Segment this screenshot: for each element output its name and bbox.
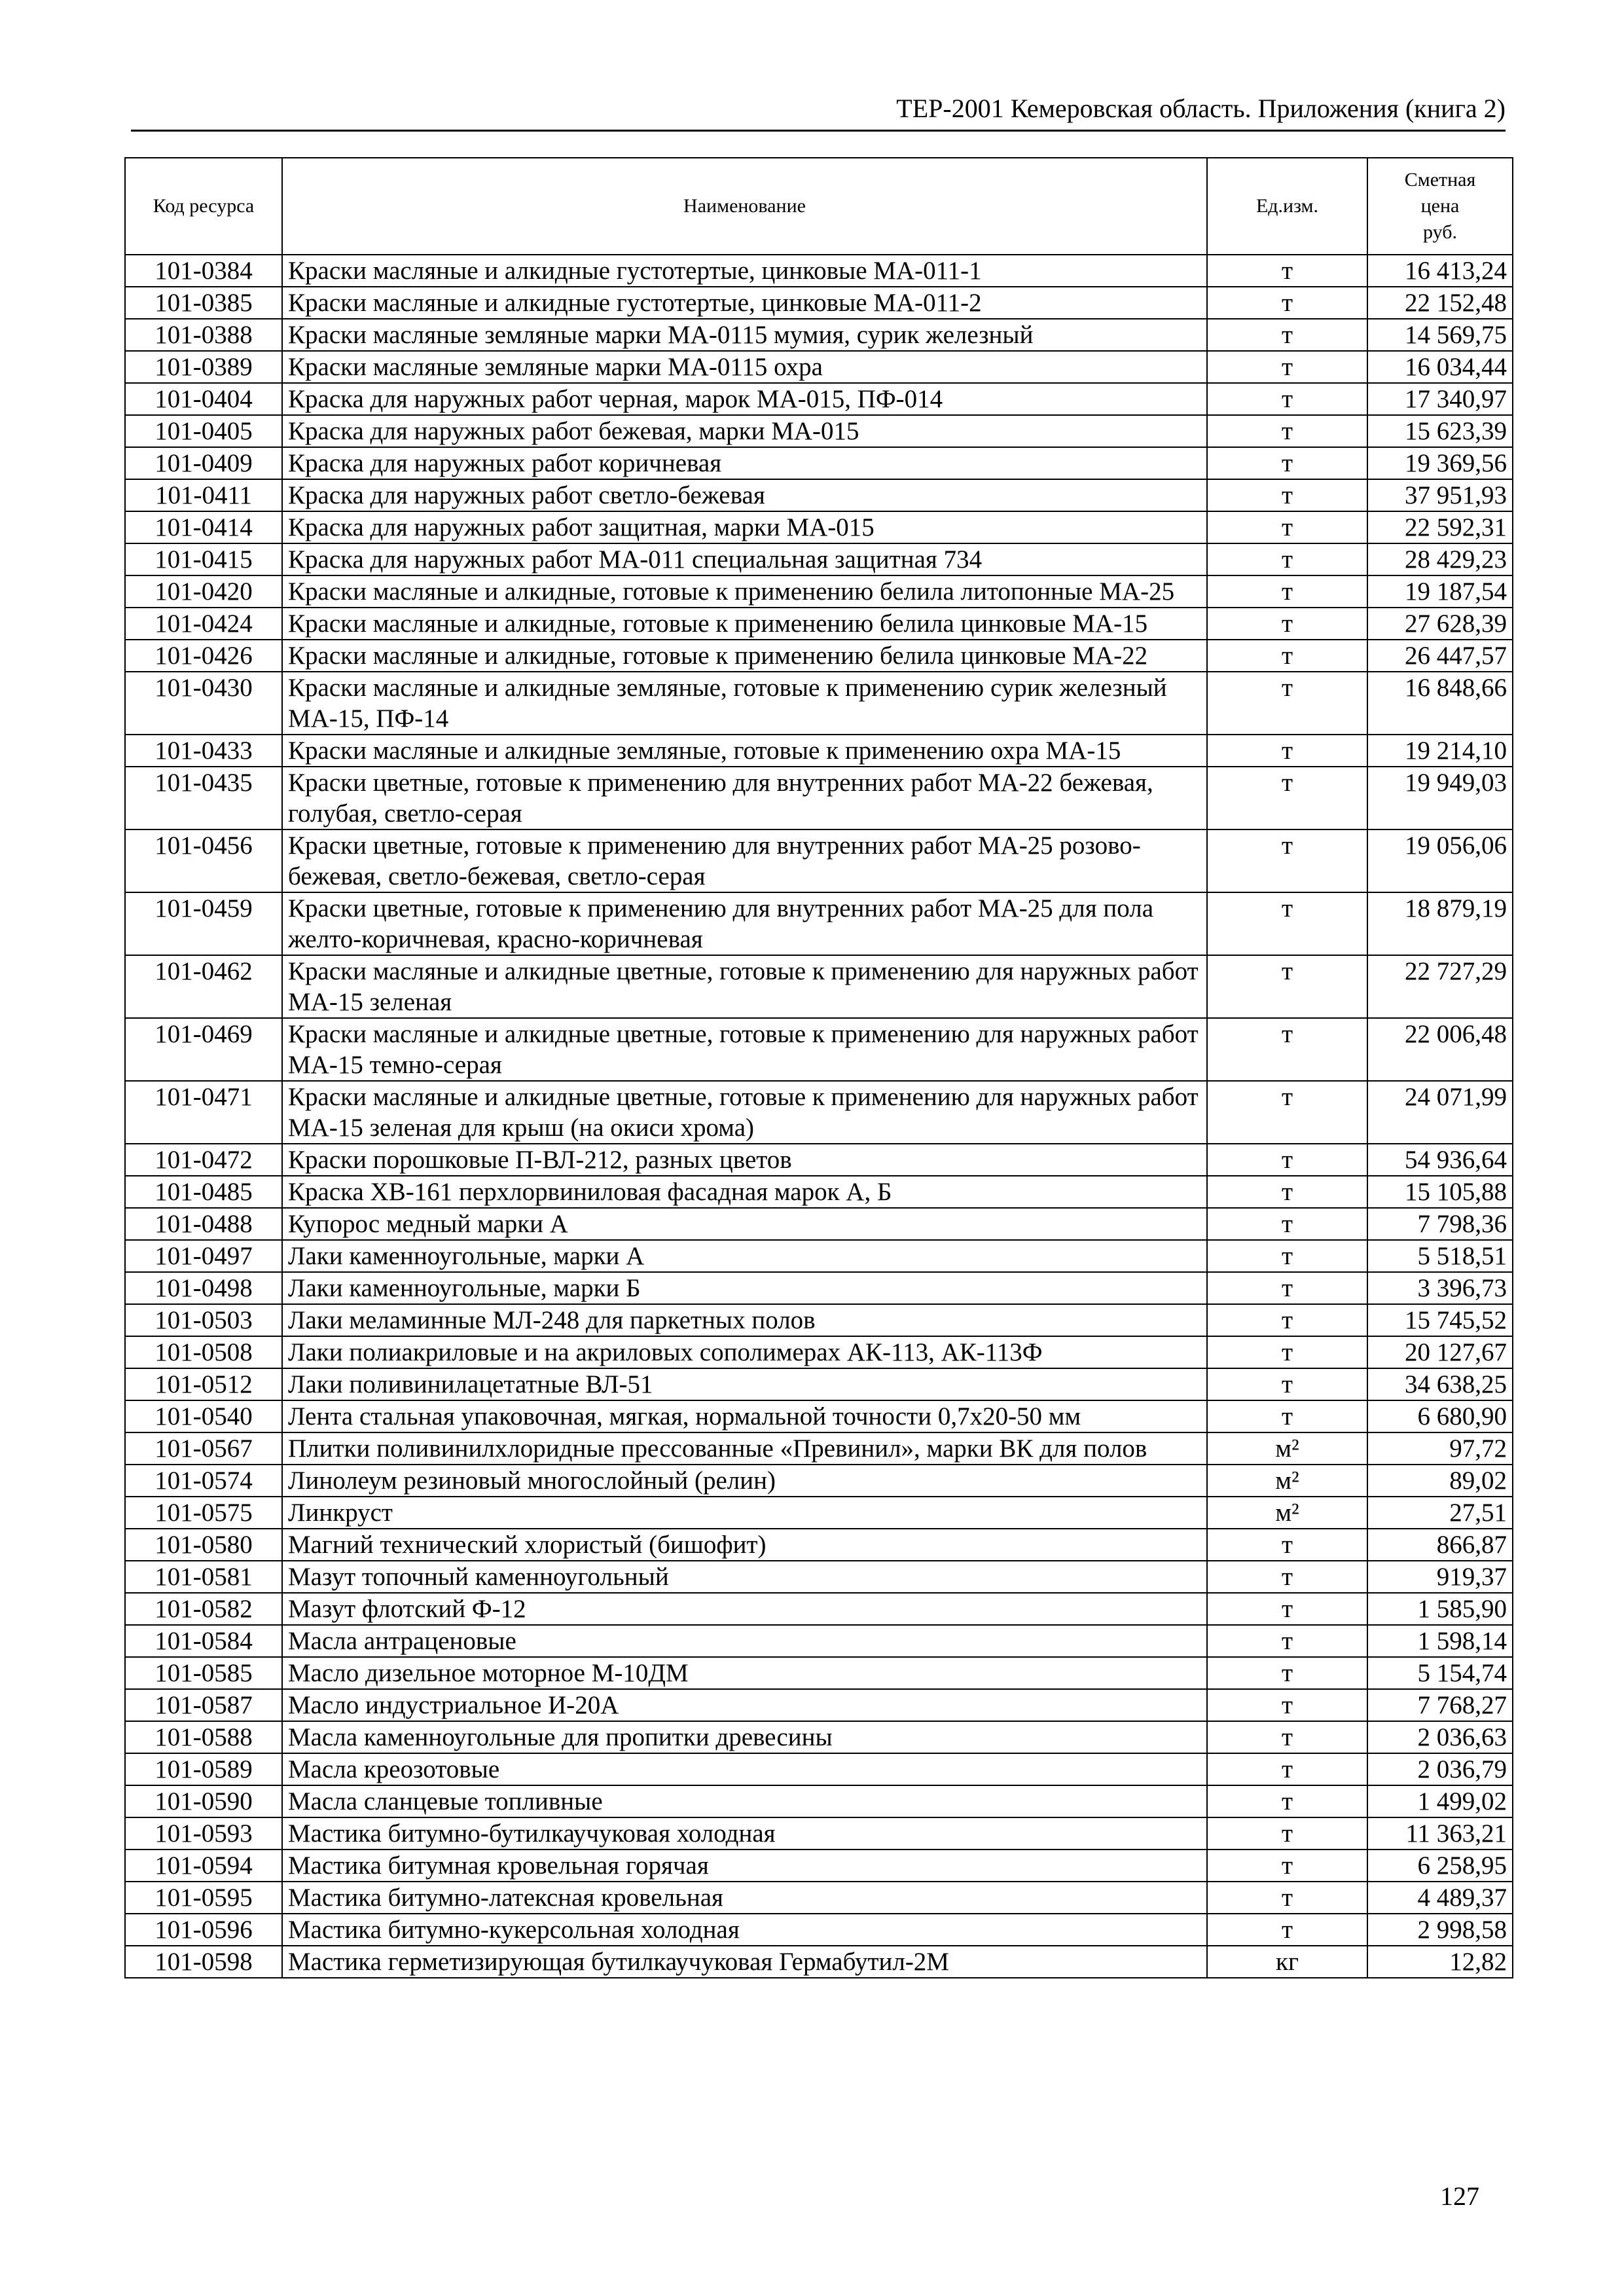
- cell-unit: т: [1207, 955, 1367, 1018]
- cell-price: 12,82: [1367, 1946, 1513, 1978]
- cell-code: 101-0456: [125, 829, 282, 892]
- table-row: [125, 1850, 1513, 1882]
- cell-name: Краски масляные земляные марки МА-0115 мумия, сурик железный: [282, 319, 1207, 351]
- table-row: [125, 1208, 1513, 1240]
- cell-name: Лаки меламинные МЛ-248 для паркетных полов: [282, 1304, 1207, 1336]
- cell-price: 15 105,88: [1367, 1176, 1513, 1208]
- cell-price: 19 369,56: [1367, 447, 1513, 479]
- cell-unit: т: [1207, 1817, 1367, 1850]
- cell-price: 97,72: [1367, 1432, 1513, 1465]
- cell-name: Краски масляные земляные марки МА-0115 охра: [282, 351, 1207, 383]
- cell-price: 11 363,21: [1367, 1817, 1513, 1850]
- cell-price: 2 036,63: [1367, 1721, 1513, 1753]
- cell-unit: т: [1207, 319, 1367, 351]
- cell-price: 7 798,36: [1367, 1208, 1513, 1240]
- cell-code: 101-0596: [125, 1914, 282, 1946]
- cell-unit: т: [1207, 1850, 1367, 1882]
- cell-code: 101-0488: [125, 1208, 282, 1240]
- cell-code: 101-0426: [125, 640, 282, 672]
- cell-name: Мастика битумно-бутилкаучуковая холодная: [282, 1817, 1207, 1850]
- table-row: [125, 672, 1513, 735]
- table-row: [125, 1753, 1513, 1785]
- cell-price: 16 848,66: [1367, 672, 1513, 735]
- table-row: [125, 1593, 1513, 1625]
- table-row: [125, 1336, 1513, 1368]
- cell-name: Краски масляные и алкидные густотертые, цинковые МА-011-1: [282, 255, 1207, 287]
- cell-code: 101-0424: [125, 608, 282, 640]
- cell-unit: т: [1207, 447, 1367, 479]
- cell-price: 6 680,90: [1367, 1400, 1513, 1432]
- cell-price: 5 154,74: [1367, 1657, 1513, 1689]
- cell-code: 101-0595: [125, 1882, 282, 1914]
- cell-unit: т: [1207, 1657, 1367, 1689]
- cell-unit: т: [1207, 1400, 1367, 1432]
- cell-unit: т: [1207, 767, 1367, 829]
- cell-name: Краска для наружных работ черная, марок МА-015, ПФ-014: [282, 383, 1207, 415]
- cell-price: 18 879,19: [1367, 892, 1513, 955]
- table-row: [125, 1497, 1513, 1529]
- cell-unit: т: [1207, 1561, 1367, 1593]
- cell-unit: т: [1207, 287, 1367, 319]
- cell-price: 2 998,58: [1367, 1914, 1513, 1946]
- cell-unit: т: [1207, 575, 1367, 608]
- cell-code: 101-0598: [125, 1946, 282, 1978]
- cell-price: 14 569,75: [1367, 319, 1513, 351]
- table-row: [125, 767, 1513, 829]
- cell-unit: т: [1207, 479, 1367, 511]
- cell-code: 101-0512: [125, 1368, 282, 1400]
- price-header-line: цена: [1420, 195, 1460, 217]
- table-row: [125, 1657, 1513, 1689]
- column-header-code: Код ресурса: [125, 158, 282, 255]
- cell-unit: т: [1207, 1304, 1367, 1336]
- cell-name: Краска для наружных работ светло-бежевая: [282, 479, 1207, 511]
- cell-name: Мазут топочный каменноугольный: [282, 1561, 1207, 1593]
- cell-name: Мастика герметизирующая бутилкаучуковая Гермабутил-2М: [282, 1946, 1207, 1978]
- cell-unit: т: [1207, 1689, 1367, 1721]
- table-row: [125, 1721, 1513, 1753]
- table-row: [125, 1946, 1513, 1978]
- cell-name: Краски масляные и алкидные цветные, готовые к применению для наружных работ МА-15 темно-серая: [282, 1018, 1207, 1081]
- cell-name: Линкруст: [282, 1497, 1207, 1529]
- cell-code: 101-0485: [125, 1176, 282, 1208]
- page-number: 127: [1440, 2181, 1479, 2211]
- cell-name: Краски масляные и алкидные, готовые к применению белила цинковые МА-22: [282, 640, 1207, 672]
- cell-code: 101-0471: [125, 1081, 282, 1144]
- table-row: [125, 1304, 1513, 1336]
- cell-code: 101-0414: [125, 511, 282, 543]
- cell-code: 101-0498: [125, 1272, 282, 1304]
- cell-code: 101-0540: [125, 1400, 282, 1432]
- table-row: [125, 1561, 1513, 1593]
- cell-name: Мастика битумно-кукерсольная холодная: [282, 1914, 1207, 1946]
- table-row: [125, 447, 1513, 479]
- cell-name: Краска для наружных работ МА-011 специальная защитная 734: [282, 543, 1207, 575]
- cell-code: 101-0593: [125, 1817, 282, 1850]
- table-row: [125, 1240, 1513, 1272]
- table-row: [125, 1529, 1513, 1561]
- cell-unit: т: [1207, 351, 1367, 383]
- cell-unit: т: [1207, 672, 1367, 735]
- cell-price: 37 951,93: [1367, 479, 1513, 511]
- cell-code: 101-0574: [125, 1465, 282, 1497]
- cell-name: Краска для наружных работ коричневая: [282, 447, 1207, 479]
- price-header-line: руб.: [1423, 221, 1457, 243]
- cell-code: 101-0472: [125, 1144, 282, 1176]
- cell-unit: т: [1207, 1368, 1367, 1400]
- cell-name: Краска ХВ-161 перхлорвиниловая фасадная марок А, Б: [282, 1176, 1207, 1208]
- cell-code: 101-0590: [125, 1785, 282, 1817]
- table-row: [125, 1400, 1513, 1432]
- table-row: [125, 608, 1513, 640]
- cell-code: 101-0567: [125, 1432, 282, 1465]
- cell-price: 866,87: [1367, 1529, 1513, 1561]
- cell-unit: т: [1207, 1882, 1367, 1914]
- cell-code: 101-0497: [125, 1240, 282, 1272]
- cell-price: 6 258,95: [1367, 1850, 1513, 1882]
- table-row: [125, 1882, 1513, 1914]
- table-row: [125, 415, 1513, 447]
- cell-code: 101-0389: [125, 351, 282, 383]
- cell-price: 20 127,67: [1367, 1336, 1513, 1368]
- cell-code: 101-0459: [125, 892, 282, 955]
- cell-code: 101-0575: [125, 1497, 282, 1529]
- table-row: [125, 1689, 1513, 1721]
- header-title: ТЕР-2001 Кемеровская область. Приложения (книга 2): [896, 94, 1506, 123]
- cell-code: 101-0435: [125, 767, 282, 829]
- cell-price: 19 214,10: [1367, 735, 1513, 767]
- table-row: [125, 255, 1513, 287]
- cell-unit: т: [1207, 1208, 1367, 1240]
- cell-price: 2 036,79: [1367, 1753, 1513, 1785]
- cell-unit: т: [1207, 1529, 1367, 1561]
- cell-code: 101-0503: [125, 1304, 282, 1336]
- table-row: [125, 319, 1513, 351]
- cell-unit: т: [1207, 1721, 1367, 1753]
- cell-price: 919,37: [1367, 1561, 1513, 1593]
- cell-price: 15 745,52: [1367, 1304, 1513, 1336]
- cell-name: Масло индустриальное И-20А: [282, 1689, 1207, 1721]
- cell-code: 101-0404: [125, 383, 282, 415]
- cell-unit: т: [1207, 255, 1367, 287]
- table-header-row: [125, 158, 1513, 255]
- cell-price: 19 056,06: [1367, 829, 1513, 892]
- cell-unit: т: [1207, 543, 1367, 575]
- cell-code: 101-0409: [125, 447, 282, 479]
- table-row: [125, 1144, 1513, 1176]
- cell-price: 19 187,54: [1367, 575, 1513, 608]
- cell-unit: т: [1207, 415, 1367, 447]
- cell-code: 101-0433: [125, 735, 282, 767]
- cell-name: Краски масляные и алкидные цветные, готовые к применению для наружных работ МА-15 зеленая для крыш (на окиси хрома): [282, 1081, 1207, 1144]
- cell-code: 101-0582: [125, 1593, 282, 1625]
- cell-code: 101-0415: [125, 543, 282, 575]
- cell-code: 101-0384: [125, 255, 282, 287]
- cell-price: 28 429,23: [1367, 543, 1513, 575]
- cell-code: 101-0587: [125, 1689, 282, 1721]
- cell-name: Мастика битумно-латексная кровельная: [282, 1882, 1207, 1914]
- price-table: [124, 157, 1513, 1978]
- table-row: [125, 1368, 1513, 1400]
- cell-code: 101-0411: [125, 479, 282, 511]
- cell-name: Масла креозотовые: [282, 1753, 1207, 1785]
- cell-name: Лаки полиакриловые и на акриловых сополимерах АК-113, АК-113Ф: [282, 1336, 1207, 1368]
- cell-name: Масла антраценовые: [282, 1625, 1207, 1657]
- table-row: [125, 892, 1513, 955]
- cell-name: Масло дизельное моторное М-10ДМ: [282, 1657, 1207, 1689]
- cell-price: 15 623,39: [1367, 415, 1513, 447]
- cell-price: 3 396,73: [1367, 1272, 1513, 1304]
- cell-name: Плитки поливинилхлоридные прессованные «Превинил», марки ВК для полов: [282, 1432, 1207, 1465]
- cell-unit: т: [1207, 892, 1367, 955]
- table-row: [125, 640, 1513, 672]
- table-row: [125, 1018, 1513, 1081]
- cell-unit: м²: [1207, 1432, 1367, 1465]
- cell-price: 5 518,51: [1367, 1240, 1513, 1272]
- cell-name: Магний технический хлористый (бишофит): [282, 1529, 1207, 1561]
- cell-price: 1 598,14: [1367, 1625, 1513, 1657]
- column-header-price: [1367, 158, 1513, 255]
- table-row: [125, 1432, 1513, 1465]
- cell-unit: т: [1207, 383, 1367, 415]
- cell-unit: т: [1207, 1914, 1367, 1946]
- table-row: [125, 1465, 1513, 1497]
- cell-code: 101-0508: [125, 1336, 282, 1368]
- cell-price: 4 489,37: [1367, 1882, 1513, 1914]
- table-row: [125, 479, 1513, 511]
- cell-price: 27,51: [1367, 1497, 1513, 1529]
- cell-unit: кг: [1207, 1946, 1367, 1978]
- cell-price: 19 949,03: [1367, 767, 1513, 829]
- cell-price: 34 638,25: [1367, 1368, 1513, 1400]
- table-row: [125, 829, 1513, 892]
- cell-name: Краски цветные, готовые к применению для внутренних работ МА-22 бежевая, голубая, светло-серая: [282, 767, 1207, 829]
- cell-name: Лаки каменноугольные, марки Б: [282, 1272, 1207, 1304]
- cell-code: 101-0420: [125, 575, 282, 608]
- cell-unit: т: [1207, 640, 1367, 672]
- table-row: [125, 1914, 1513, 1946]
- cell-name: Лента стальная упаковочная, мягкая, нормальной точности 0,7х20-50 мм: [282, 1400, 1207, 1432]
- cell-name: Мазут флотский Ф-12: [282, 1593, 1207, 1625]
- cell-code: 101-0589: [125, 1753, 282, 1785]
- cell-name: Лаки поливинилацетатные ВЛ-51: [282, 1368, 1207, 1400]
- cell-name: Краски масляные и алкидные земляные, готовые к применению охра МА-15: [282, 735, 1207, 767]
- cell-name: Масла каменноугольные для пропитки древесины: [282, 1721, 1207, 1753]
- cell-price: 89,02: [1367, 1465, 1513, 1497]
- cell-price: 27 628,39: [1367, 608, 1513, 640]
- table-row: [125, 1625, 1513, 1657]
- cell-unit: т: [1207, 1272, 1367, 1304]
- cell-unit: м²: [1207, 1497, 1367, 1529]
- cell-name: Краски масляные и алкидные цветные, готовые к применению для наружных работ МА-15 зеленая: [282, 955, 1207, 1018]
- cell-code: 101-0580: [125, 1529, 282, 1561]
- cell-name: Мастика битумная кровельная горячая: [282, 1850, 1207, 1882]
- table-row: [125, 735, 1513, 767]
- table-row: [125, 1272, 1513, 1304]
- cell-price: 1 585,90: [1367, 1593, 1513, 1625]
- cell-name: Краски масляные и алкидные, готовые к применению белила литопонные МА-25: [282, 575, 1207, 608]
- table-row: [125, 383, 1513, 415]
- cell-name: Лаки каменноугольные, марки А: [282, 1240, 1207, 1272]
- cell-price: 54 936,64: [1367, 1144, 1513, 1176]
- cell-unit: т: [1207, 1176, 1367, 1208]
- table-row: [125, 1081, 1513, 1144]
- cell-unit: т: [1207, 1753, 1367, 1785]
- table-row: [125, 287, 1513, 319]
- cell-unit: т: [1207, 1593, 1367, 1625]
- cell-name: Купорос медный марки А: [282, 1208, 1207, 1240]
- cell-code: 101-0430: [125, 672, 282, 735]
- cell-price: 17 340,97: [1367, 383, 1513, 415]
- cell-name: Масла сланцевые топливные: [282, 1785, 1207, 1817]
- table-row: [125, 511, 1513, 543]
- cell-code: 101-0588: [125, 1721, 282, 1753]
- cell-name: Краски цветные, готовые к применению для внутренних работ МА-25 для пола желто-коричневая, красно-коричневая: [282, 892, 1207, 955]
- column-header-name: Наименование: [282, 158, 1207, 255]
- cell-name: Краска для наружных работ бежевая, марки МА-015: [282, 415, 1207, 447]
- cell-price: 7 768,27: [1367, 1689, 1513, 1721]
- cell-code: 101-0469: [125, 1018, 282, 1081]
- cell-name: Краски цветные, готовые к применению для внутренних работ МА-25 розово-бежевая, светло-бежевая, светло-серая: [282, 829, 1207, 892]
- cell-name: Краски масляные и алкидные земляные, готовые к применению сурик железный МА-15, ПФ-14: [282, 672, 1207, 735]
- table-row: [125, 1785, 1513, 1817]
- cell-code: 101-0581: [125, 1561, 282, 1593]
- cell-price: 16 034,44: [1367, 351, 1513, 383]
- cell-unit: т: [1207, 1240, 1367, 1272]
- cell-unit: т: [1207, 829, 1367, 892]
- price-header-line: Сметная: [1404, 169, 1476, 191]
- table-row: [125, 1176, 1513, 1208]
- cell-code: 101-0405: [125, 415, 282, 447]
- cell-name: Краски масляные и алкидные, готовые к применению белила цинковые МА-15: [282, 608, 1207, 640]
- cell-unit: т: [1207, 735, 1367, 767]
- cell-name: Краски порошковые П-ВЛ-212, разных цветов: [282, 1144, 1207, 1176]
- cell-code: 101-0585: [125, 1657, 282, 1689]
- cell-unit: т: [1207, 608, 1367, 640]
- cell-price: 22 152,48: [1367, 287, 1513, 319]
- cell-name: Краска для наружных работ защитная, марки МА-015: [282, 511, 1207, 543]
- table-row: [125, 955, 1513, 1018]
- cell-price: 24 071,99: [1367, 1081, 1513, 1144]
- cell-unit: т: [1207, 1018, 1367, 1081]
- table-row: [125, 543, 1513, 575]
- cell-unit: т: [1207, 1625, 1367, 1657]
- column-header-unit: Ед.изм.: [1207, 158, 1367, 255]
- cell-unit: т: [1207, 1336, 1367, 1368]
- table-row: [125, 1817, 1513, 1850]
- cell-price: 22 727,29: [1367, 955, 1513, 1018]
- cell-price: 22 006,48: [1367, 1018, 1513, 1081]
- table-body: [125, 255, 1513, 1978]
- cell-unit: м²: [1207, 1465, 1367, 1497]
- cell-code: 101-0594: [125, 1850, 282, 1882]
- cell-code: 101-0462: [125, 955, 282, 1018]
- cell-price: 1 499,02: [1367, 1785, 1513, 1817]
- cell-unit: т: [1207, 511, 1367, 543]
- cell-code: 101-0385: [125, 287, 282, 319]
- cell-code: 101-0388: [125, 319, 282, 351]
- table-row: [125, 351, 1513, 383]
- cell-unit: т: [1207, 1144, 1367, 1176]
- cell-unit: т: [1207, 1785, 1367, 1817]
- cell-name: Линолеум резиновый многослойный (релин): [282, 1465, 1207, 1497]
- table-row: [125, 575, 1513, 608]
- cell-name: Краски масляные и алкидные густотертые, цинковые МА-011-2: [282, 287, 1207, 319]
- cell-code: 101-0584: [125, 1625, 282, 1657]
- cell-unit: т: [1207, 1081, 1367, 1144]
- cell-price: 22 592,31: [1367, 511, 1513, 543]
- cell-price: 26 447,57: [1367, 640, 1513, 672]
- cell-price: 16 413,24: [1367, 255, 1513, 287]
- page-header: [131, 90, 1506, 132]
